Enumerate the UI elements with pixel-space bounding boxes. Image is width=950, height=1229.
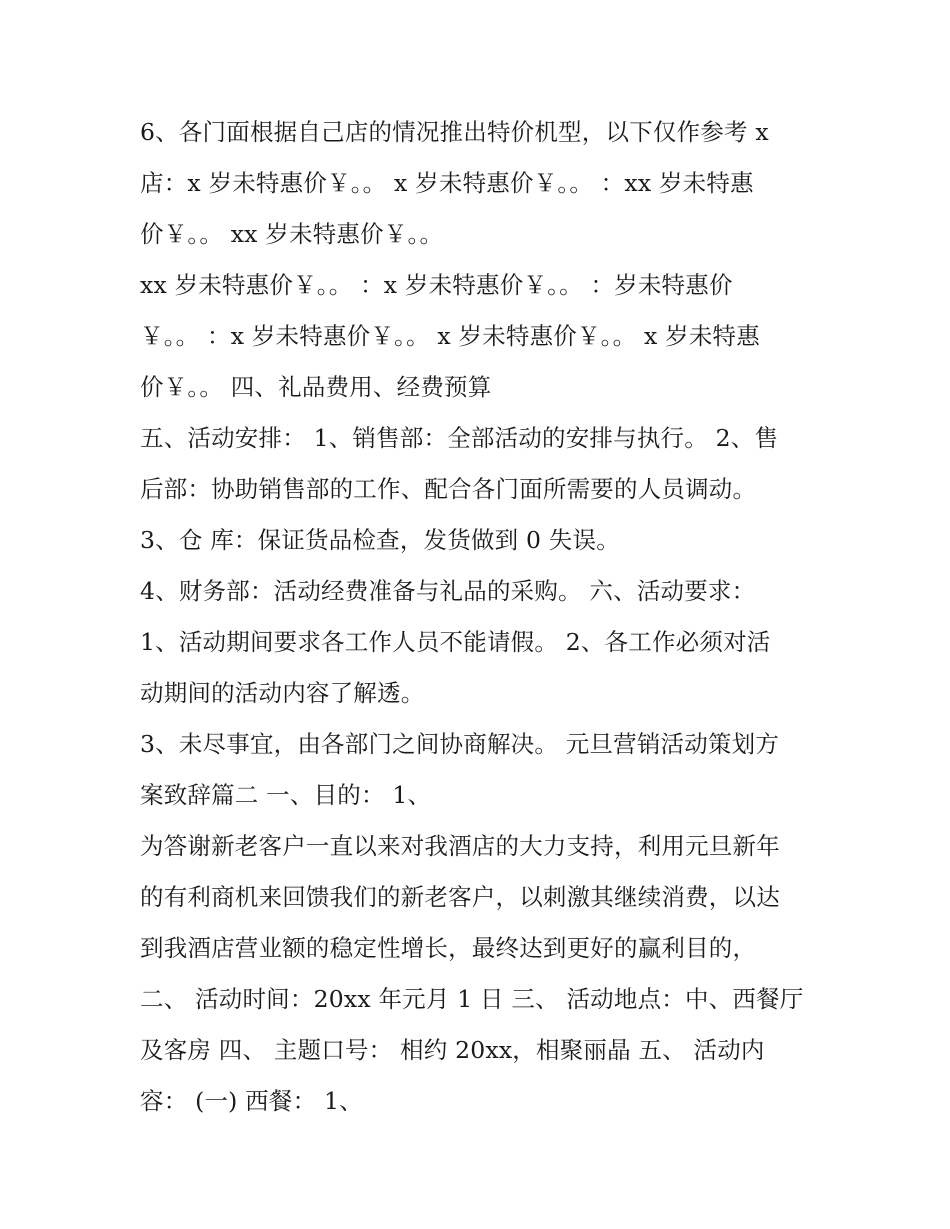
text-line: 五、活动安排： 1、销售部：全部活动的安排与执行。 2、售 (140, 424, 779, 452)
document-body (140, 107, 820, 1127)
text-line: 价￥。。 xx 岁未特惠价￥。。 (140, 220, 444, 248)
text-line: 价￥。。 四、礼品费用、经费预算 (140, 373, 492, 401)
text-line: 1、活动期间要求各工作人员不能请假。 2、各工作必须对活 (140, 628, 771, 656)
text-line: 4、财务部：活动经费准备与礼品的采购。 六、活动要求： (140, 577, 756, 605)
text-line: 容： (一) 西餐： 1、 (140, 1087, 363, 1115)
text-line: 的有利商机来回馈我们的新老客户，以刺激其继续消费，以达 (140, 883, 780, 911)
text-line: 及客房 四、 主题口号： 相约 20xx，相聚丽晶 五、 活动内 (140, 1036, 765, 1064)
text-line: 店：x 岁未特惠价￥。。 x 岁未特惠价￥。。 ：xx 岁未特惠 (140, 169, 754, 197)
text-line: 动期间的活动内容了解透。 (140, 679, 425, 707)
text-line: ￥。。 ：x 岁未特惠价￥。。 x 岁未特惠价￥。。 x 岁未特惠 (140, 322, 760, 350)
text-line: xx 岁未特惠价￥。。 ：x 岁未特惠价￥。。 ：岁未特惠价 (140, 271, 733, 299)
text-line: 到我酒店营业额的稳定性增长，最终达到更好的赢利目的， (140, 934, 757, 962)
text-line: 为答谢新老客户一直以来对我酒店的大力支持，利用元旦新年 (140, 832, 780, 860)
text-line: 后部：协助销售部的工作、配合各门面所需要的人员调动。 (140, 475, 757, 503)
text-line: 3、仓 库：保证货品检查，发货做到 0 失误。 (140, 526, 620, 554)
text-line: 案致辞篇二 一、目的： 1、 (140, 781, 432, 809)
text-line: 6、各门面根据自己店的情况推出特价机型，以下仅作参考 x (140, 118, 769, 146)
text-line: 3、未尽事宜，由各部门之间协商解决。 元旦营销活动策划方 (140, 730, 780, 758)
text-line: 二、 活动时间：20xx 年元月 1 日 三、 活动地点：中、西餐厅 (140, 985, 804, 1013)
